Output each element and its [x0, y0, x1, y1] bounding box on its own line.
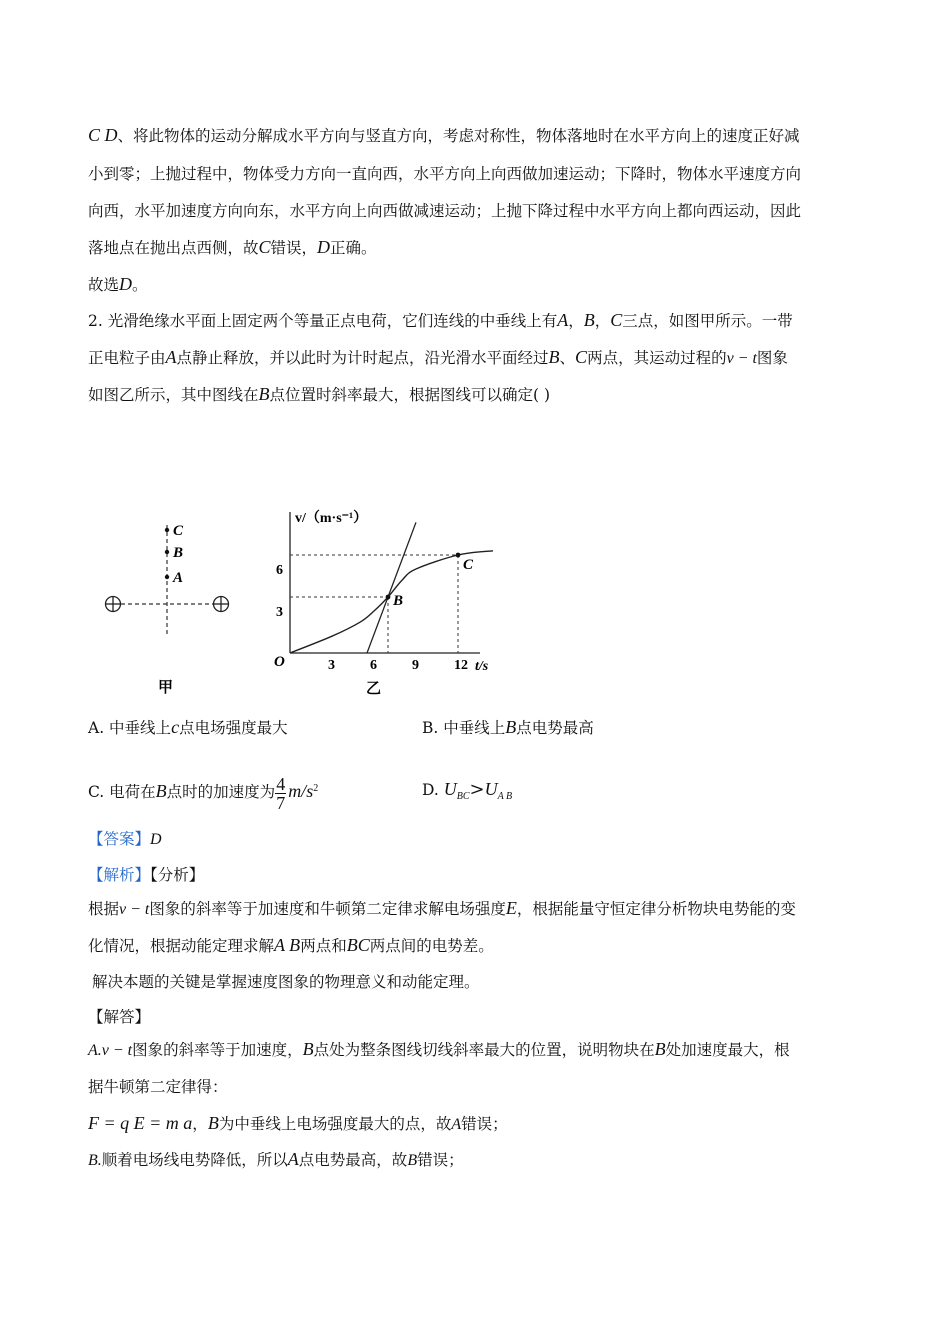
an-text-2a: 化情况，根据动能定理求解: [88, 937, 275, 955]
q-text-2b: 点静止释放，并以此时为计时起点，沿光滑水平面经过: [176, 349, 549, 367]
sol-label-b: B.: [88, 1152, 102, 1169]
solution-line-3: [88, 1112, 508, 1136]
sol-var-b2: B: [654, 1039, 666, 1059]
y-axis-label: v/（m·s⁻¹）: [295, 511, 368, 526]
q-sep-2: ，: [594, 312, 611, 330]
fraction-numerator: 4: [276, 773, 286, 794]
fraction-4-7: [275, 775, 286, 812]
an-text-1a: 根据: [88, 900, 120, 918]
cd-line-4: [88, 236, 377, 259]
cd-label: C D: [88, 125, 118, 145]
cd-line-1: [88, 124, 800, 147]
point-c-dot: [165, 528, 169, 532]
newton-equation: F = q E = m a: [88, 1113, 193, 1133]
option-c-text-2: 点时的加速度为: [166, 783, 276, 802]
q-var-c: C: [610, 310, 623, 330]
x-tick-label-12: 12: [454, 658, 468, 673]
analysis-line-2: [88, 934, 494, 957]
sol-text-4b: 点电势最高，故: [298, 1151, 408, 1169]
conclusion-text: 故选: [88, 276, 120, 294]
option-d-gt: >: [469, 779, 485, 800]
sol-text-4a: 顺着电场线电势降低，所以: [101, 1151, 288, 1169]
option-a-text: A. 中垂线上: [88, 719, 172, 737]
an-var-bc: BC: [346, 935, 370, 955]
an-text-2c: 两点间的电势差。: [369, 937, 494, 955]
y-tick-label-6: 6: [276, 563, 283, 578]
sol-var-b4: B: [407, 1152, 418, 1169]
sol-text-1a: 图象的斜率等于加速度，: [132, 1041, 303, 1059]
cd-text-4a: 落地点在抛出点西侧，故: [88, 239, 259, 257]
option-d-text: D.: [422, 781, 439, 799]
point-c-label: C: [173, 523, 184, 539]
option-d[interactable]: [422, 778, 512, 808]
option-c-exponent: 2: [313, 783, 319, 794]
answer-value: D: [150, 831, 162, 848]
q-text-2e: 图象: [756, 349, 788, 367]
sol-var-b: B: [302, 1039, 314, 1059]
vt-point-c: [456, 553, 461, 558]
solution-header: 【解答】: [88, 1008, 151, 1026]
q-var-a2: A: [165, 347, 177, 367]
sol-text-3c: 错误；: [461, 1115, 508, 1133]
solution-line-1: [88, 1038, 790, 1062]
sol-vt: v − t: [101, 1042, 133, 1059]
option-a-var: c: [171, 717, 180, 737]
sol-label-a: A.: [88, 1042, 102, 1059]
sol-text-4c: 错误；: [417, 1151, 464, 1169]
option-c-unit: m/s: [288, 781, 314, 802]
conclusion-period: 。: [132, 276, 148, 294]
option-c-text: C. 电荷在: [88, 783, 156, 802]
option-d-u1: U: [443, 779, 457, 799]
q-vt: v − t: [726, 350, 757, 367]
answer-tag: 【答案】: [88, 830, 151, 848]
q-text-2d: 两点，其运动过程的: [587, 349, 727, 367]
x-tick-label-9: 9: [412, 658, 419, 673]
x-tick-label-3: 3: [328, 658, 335, 673]
caption-yi: 乙: [366, 681, 382, 697]
x-axis-label: t/s: [475, 659, 489, 674]
option-d-u2: U: [484, 779, 498, 799]
sol-text-1c: 处加速度最大，根: [665, 1041, 790, 1059]
figure-jia: [95, 510, 245, 700]
an-vt: v − t: [119, 901, 150, 918]
an-text-2b: 两点和: [300, 937, 347, 955]
analysis-sub-tag: 【分析】: [150, 866, 205, 884]
q-var-c2: C: [575, 347, 588, 367]
answer-line: [88, 828, 162, 851]
point-a-label: A: [173, 570, 184, 586]
cd-line-3: 向西，水平加速度方向向东，水平方向上向西做减速运动；上抛下降过程中水平方向上都向西运动，因此: [88, 202, 802, 220]
sol-text-3a: ，: [192, 1115, 208, 1133]
analysis-header: [88, 864, 204, 886]
q-sep-1: ，: [568, 312, 584, 330]
x-tick-label-6: 6: [370, 658, 377, 673]
analysis-line-1: [88, 897, 796, 921]
q-var-b: B: [583, 310, 595, 330]
sol-var-a4: A: [287, 1149, 299, 1169]
option-a-text-2: 点电场强度最大: [179, 719, 288, 737]
option-d-sub2: A B: [497, 791, 513, 803]
y-tick-label-3: 3: [276, 605, 283, 620]
solution-line-2: 据牛顿第二定律得：: [88, 1078, 228, 1096]
q-text-3a: 如图乙所示，其中图线在: [88, 386, 259, 404]
question-line-2: [88, 346, 788, 370]
an-var-ab: A B: [274, 935, 301, 955]
sol-var-b3: B: [207, 1113, 219, 1133]
tangent-line-at-b: [367, 522, 416, 653]
vt-point-b: [386, 595, 391, 600]
q-text-1b: 三点，如图甲所示。一带: [622, 312, 793, 330]
point-a-dot: [165, 575, 169, 579]
origin-label: O: [274, 654, 285, 670]
q-text-1a: 2. 光滑绝缘水平面上固定两个等量正点电荷，它们连线的中垂线上有: [88, 312, 558, 330]
conclusion-var: D: [119, 274, 133, 294]
an-var-e: E: [505, 898, 517, 918]
analysis-line-3: 解决本题的关键是掌握速度图象的物理意义和动能定理。: [92, 973, 480, 991]
vt-point-label-b: B: [393, 593, 404, 609]
option-c[interactable]: [88, 768, 318, 813]
var-d: D: [317, 237, 331, 257]
cd-text-4e: 正确。: [330, 239, 377, 257]
positive-charge-left-icon: [106, 597, 121, 612]
q-var-b3: B: [258, 384, 270, 404]
fraction-denominator: 7: [276, 792, 286, 813]
question-line-1: [88, 309, 793, 332]
sol-text-3b: 为中垂线上电场强度最大的点，故: [218, 1115, 452, 1133]
cd-text-4b: 错误，: [270, 239, 318, 257]
vt-marks: [276, 522, 493, 673]
sol-text-1b: 点处为整条图线切线斜率最大的位置，说明物块在: [313, 1041, 655, 1059]
q-text-2c: 、: [559, 349, 576, 367]
option-d-sub1: BC: [456, 791, 470, 803]
positive-charge-right-icon: [214, 597, 229, 612]
q-text-3b: 点位置时斜率最大，根据图线可以确定( ): [269, 386, 551, 404]
q-var-a: A: [557, 310, 569, 330]
solution-line-4: [88, 1148, 464, 1172]
point-b-dot: [165, 550, 169, 554]
var-c: C: [258, 237, 271, 257]
question-line-3: [88, 383, 550, 406]
option-c-var: B: [155, 781, 167, 802]
analysis-tag: 【解析】: [88, 866, 151, 884]
option-a[interactable]: [88, 716, 288, 739]
q-var-b2: B: [548, 347, 560, 367]
point-b-label: B: [173, 545, 184, 561]
q-text-2a: 正电粒子由: [88, 349, 166, 367]
an-text-1b: 图象的斜率等于加速度和牛顿第二定律求解电场强度: [149, 900, 506, 918]
caption-jia: 甲: [158, 680, 174, 696]
option-b[interactable]: [422, 716, 594, 739]
option-b-var: B: [505, 717, 517, 737]
option-b-text-2: 点电势最高: [516, 719, 594, 737]
vt-point-label-c: C: [463, 557, 474, 573]
cd-text-1: 、将此物体的运动分解成水平方向与竖直方向，考虑对称性，物体落地时在水平方向上的速度正好减: [117, 127, 800, 145]
cd-conclusion: [88, 273, 148, 296]
option-b-text: B. 中垂线上: [422, 719, 506, 737]
vt-graph: [265, 500, 510, 700]
cd-line-2: 小到零；上抛过程中，物体受力方向一直向西，水平方向上向西做加速运动；下降时，物体水平速度方向: [88, 165, 802, 183]
an-text-1c: ，根据能量守恒定律分析物块电势能的变: [516, 900, 796, 918]
sol-var-a3: A: [451, 1116, 462, 1133]
